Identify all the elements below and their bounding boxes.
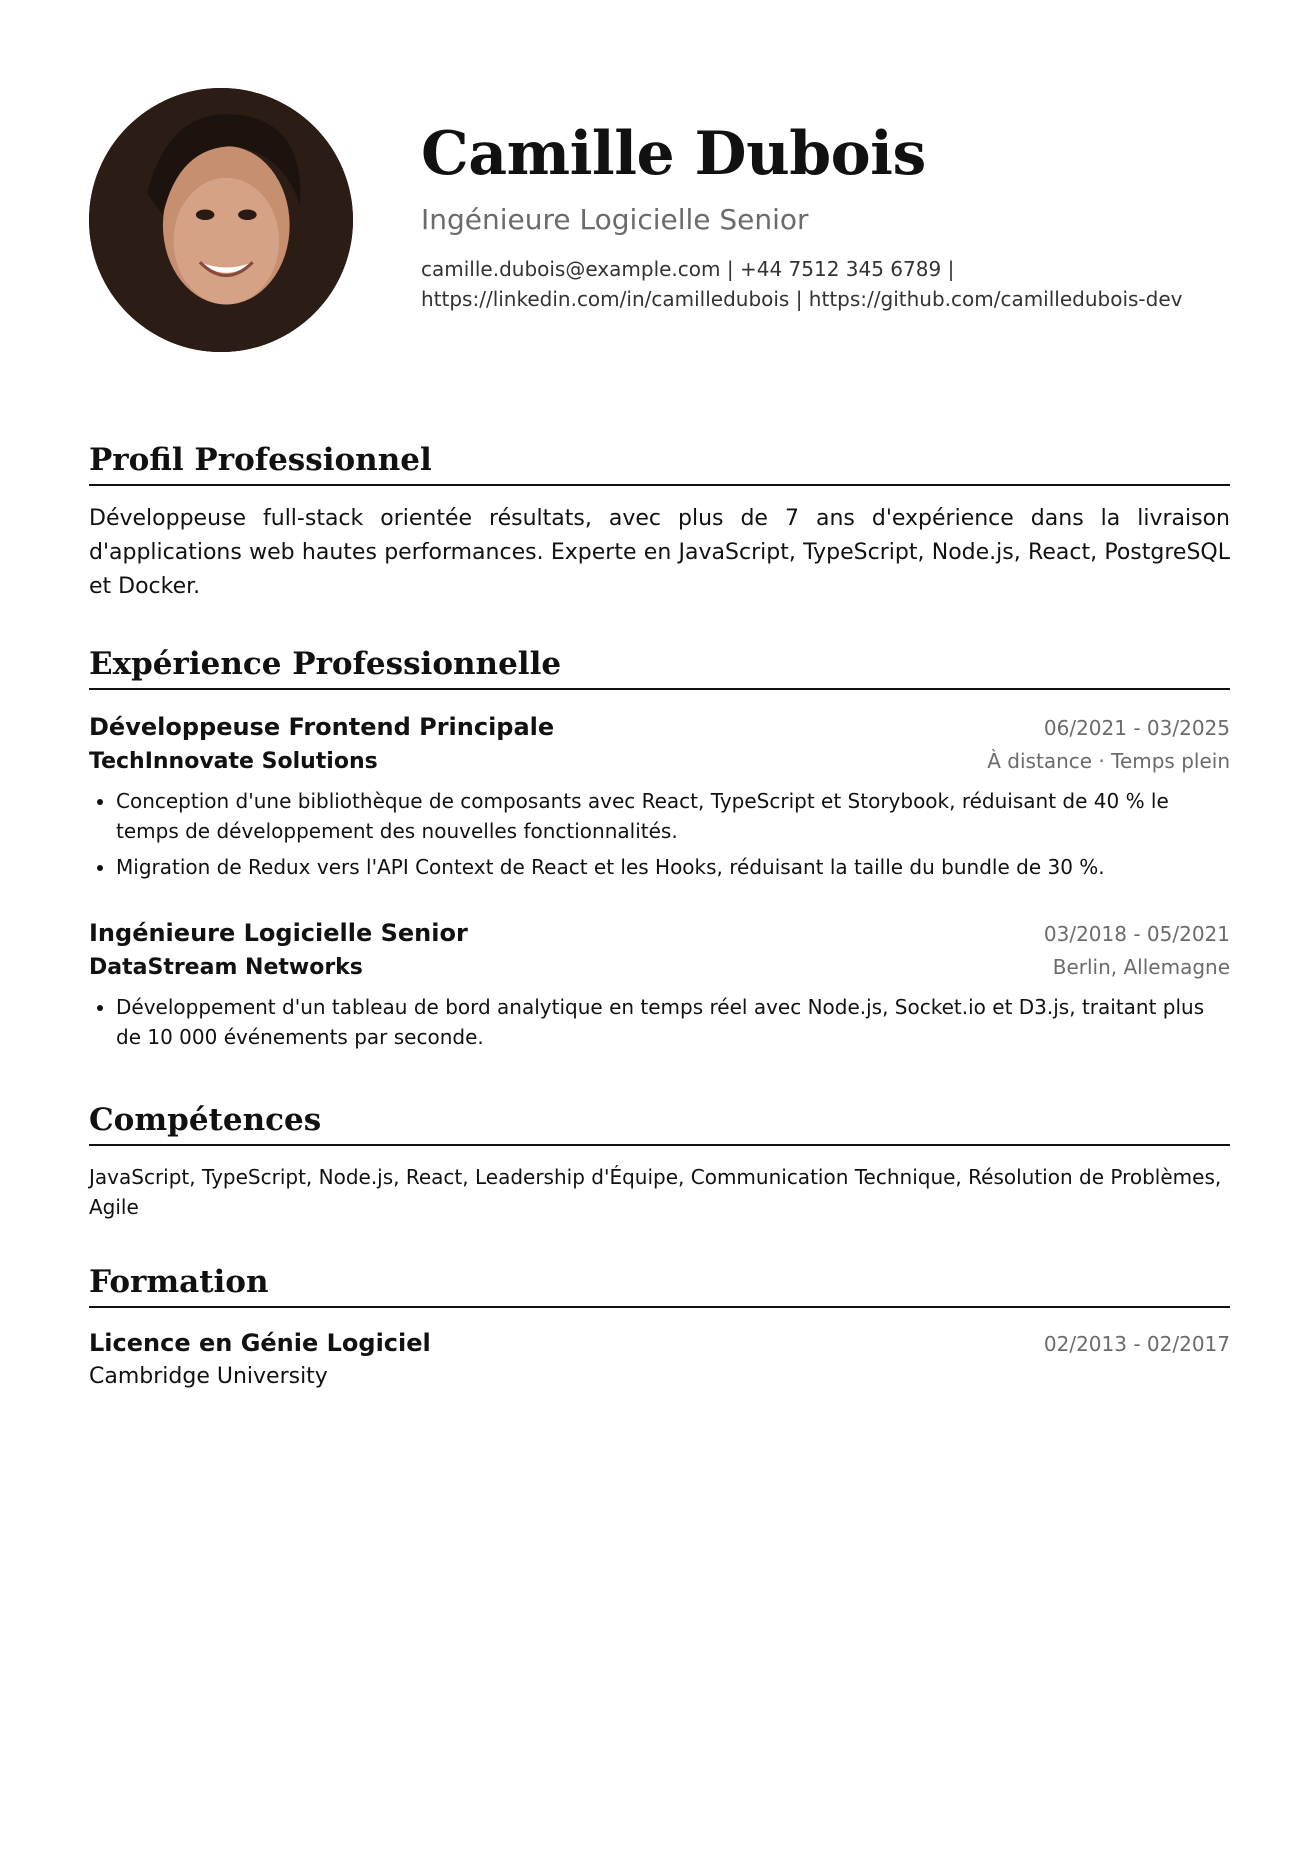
- contact-line: camille.dubois@example.com | +44 7512 345 6789 |: [421, 257, 955, 281]
- section-title: Profil Professionnel: [89, 440, 1230, 486]
- job-dates: 06/2021 - 03/2025: [1043, 716, 1230, 740]
- education-dates: 02/2013 - 02/2017: [1043, 1332, 1230, 1356]
- contact-info: [421, 254, 1241, 314]
- school-name: Cambridge University: [89, 1364, 328, 1389]
- header-text: [421, 118, 1241, 314]
- skills-list: JavaScript, TypeScript, Node.js, React, Leadership d'Équipe, Communication Technique, Résolution de Problèmes, Agile: [89, 1165, 1222, 1219]
- job-title: Ingénieure Logicielle Senior: [89, 919, 468, 947]
- experience-section: [89, 644, 1230, 1052]
- profile-summary: Développeuse full-stack orientée résultats, avec plus de 7 ans d'expérience dans la livraison d'applications web hautes performances. Experte en JavaScript, TypeScript, Node.js, React, PostgreSQL et Docker.: [89, 506, 1230, 599]
- job-meta: Berlin, Allemagne: [1052, 955, 1230, 979]
- job-entry: [89, 710, 1230, 882]
- degree-title: Licence en Génie Logiciel: [89, 1329, 431, 1357]
- company-name: DataStream Networks: [89, 955, 363, 980]
- job-entry: [89, 916, 1230, 1052]
- section-title: Expérience Professionnelle: [89, 644, 1230, 690]
- contact-line: https://linkedin.com/in/camilledubois | https://github.com/camilledubois-dev: [421, 287, 1183, 311]
- candidate-role: Ingénieure Logicielle Senior: [421, 203, 809, 236]
- bullet-item: • Conception d'une bibliothèque de composants avec React, TypeScript et Storybook, réduisant de 40 % le temps de développement des nouvelles fonctionnalités.: [116, 786, 1230, 846]
- resume-page: [89, 0, 1230, 1394]
- job-title: Développeuse Frontend Principale: [89, 713, 555, 741]
- portrait-illustration: [89, 88, 353, 352]
- education-section: [89, 1262, 1230, 1394]
- job-meta: À distance · Temps plein: [987, 749, 1230, 773]
- bullet-item: • Développement d'un tableau de bord analytique en temps réel avec Node.js, Socket.io et D3.js, traitant plus de 10 000 événements par seconde.: [116, 992, 1230, 1052]
- job-bullets: [89, 786, 1230, 882]
- skills-section: [89, 1100, 1230, 1222]
- education-entry: [89, 1326, 1230, 1394]
- candidate-name: Camille Dubois: [421, 119, 926, 189]
- resume-header: [89, 0, 1230, 400]
- section-title: Compétences: [89, 1100, 1230, 1146]
- profile-photo: [89, 88, 353, 352]
- bullet-item: • Migration de Redux vers l'API Context de React et les Hooks, réduisant la taille du bundle de 30 %.: [116, 852, 1230, 882]
- company-name: TechInnovate Solutions: [89, 749, 378, 774]
- profile-section: [89, 440, 1230, 604]
- job-dates: 03/2018 - 05/2021: [1043, 922, 1230, 946]
- section-title: Formation: [89, 1262, 1230, 1308]
- job-bullets: [89, 992, 1230, 1052]
